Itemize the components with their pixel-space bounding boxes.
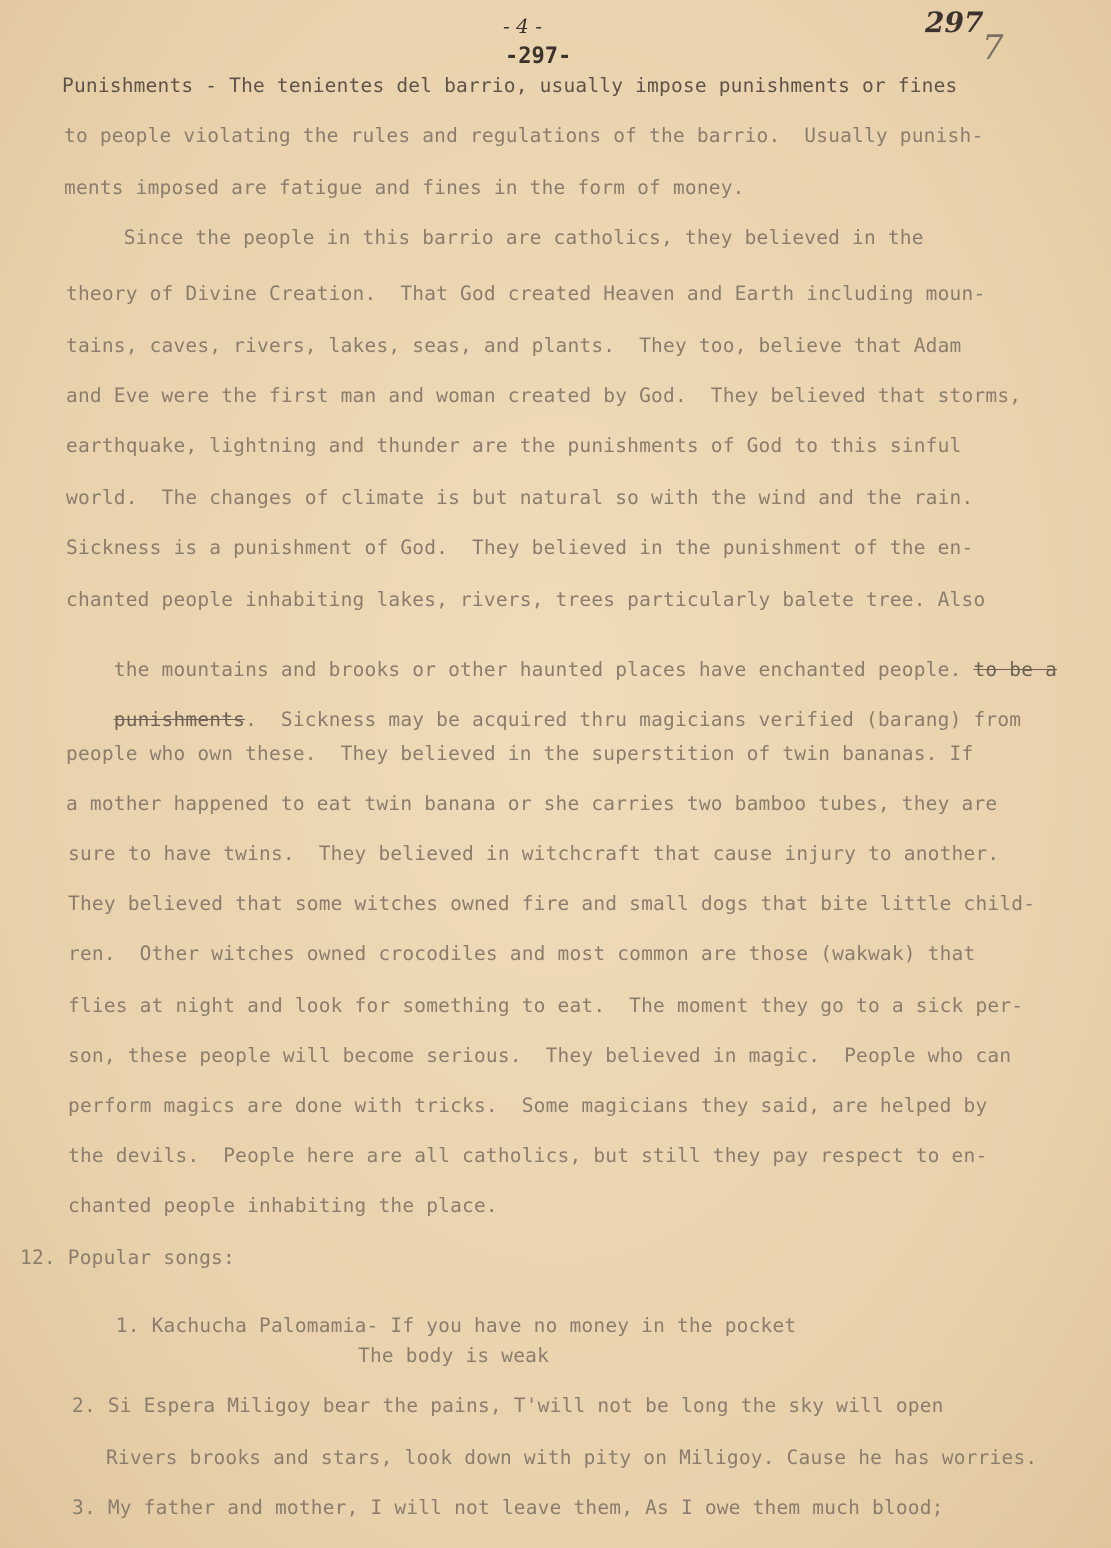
song-2-line-2: Rivers brooks and stars, look down with pity on Miligoy. Cause he has worries. [106,1446,1038,1469]
text-line-21: perform magics are done with tricks. Some magicians they said, are helped by [68,1094,988,1117]
text-line-1: Punishments - The tenientes del barrio, usually impose punishments or fines [62,74,958,97]
text-line-5: theory of Divine Creation. That God created Heaven and Earth including moun- [66,282,986,305]
song-1-title: 1. Kachucha Palomamia- [115,1313,379,1337]
song-2-line-1: 2. Si Espera Miligoy bear the pains, T'will not be long the sky will open [72,1394,944,1417]
page-number: -297- [505,44,572,69]
text-line-10: Sickness is a punishment of God. They believed in the punishment of the en- [66,536,974,559]
song-1-text: If you have no money in the pocket [378,1313,797,1337]
text-line-4: Since the people in this barrio are catholics, they believed in the [64,226,924,249]
corner-page-number: 297 [925,6,984,39]
text-line-13-rest: . Sickness may be acquired thru magicians verified (barang) from [245,707,1022,731]
section-heading: 12. Popular songs: [20,1246,235,1269]
text-line-8: earthquake, lightning and thunder are the punishments of God to this sinful [66,434,962,457]
struck-text-2: punishments [113,707,246,731]
text-line-22: the devils. People here are all catholics, but still they pay respect to en- [68,1144,988,1167]
text-line-15: a mother happened to eat twin banana or she carries two bamboo tubes, they are [66,792,998,815]
song-3-line-1: 3. My father and mother, I will not leave them, As I owe them much blood; [72,1496,944,1519]
text-line-16: sure to have twins. They believed in witchcraft that cause injury to another. [68,842,1000,865]
top-mark: - 4 - [503,14,542,38]
song-1-line-2: The body is weak [358,1344,550,1367]
text-line-19: flies at night and look for something to eat. The moment they go to a sick per- [68,994,1024,1017]
text-line-9: world. The changes of climate is but natural so with the wind and the rain. [66,486,974,509]
text-line-7: and Eve were the first man and woman created by God. They believed that storms, [66,384,1022,407]
corner-mark: 7 [982,28,1004,68]
text-line-3: ments imposed are fatigue and fines in the form of money. [64,176,745,199]
text-line-17: They believed that some witches owned fire and small dogs that bite little child- [68,892,1036,915]
text-line-14: people who own these. They believed in the superstition of twin bananas. If [66,742,974,765]
text-line-6: tains, caves, rivers, lakes, seas, and plants. They too, believe that Adam [66,334,962,357]
text-line-23: chanted people inhabiting the place. [68,1194,498,1217]
text-line-2: to people violating the rules and regulations of the barrio. Usually punish- [64,124,984,147]
text-line-13 [66,690,1111,749]
text-line-18: ren. Other witches owned crocodiles and most common are those (wakwak) that [68,942,976,965]
text-line-12-main: the mountains and brooks or other haunted places have enchanted people. [113,657,962,681]
text-line-11: chanted people inhabiting lakes, rivers, trees particularly balete tree. Also [66,588,986,611]
text-line-20: son, these people will become serious. They believed in magic. People who can [68,1044,1012,1067]
struck-text-1: to be a [973,657,1058,681]
